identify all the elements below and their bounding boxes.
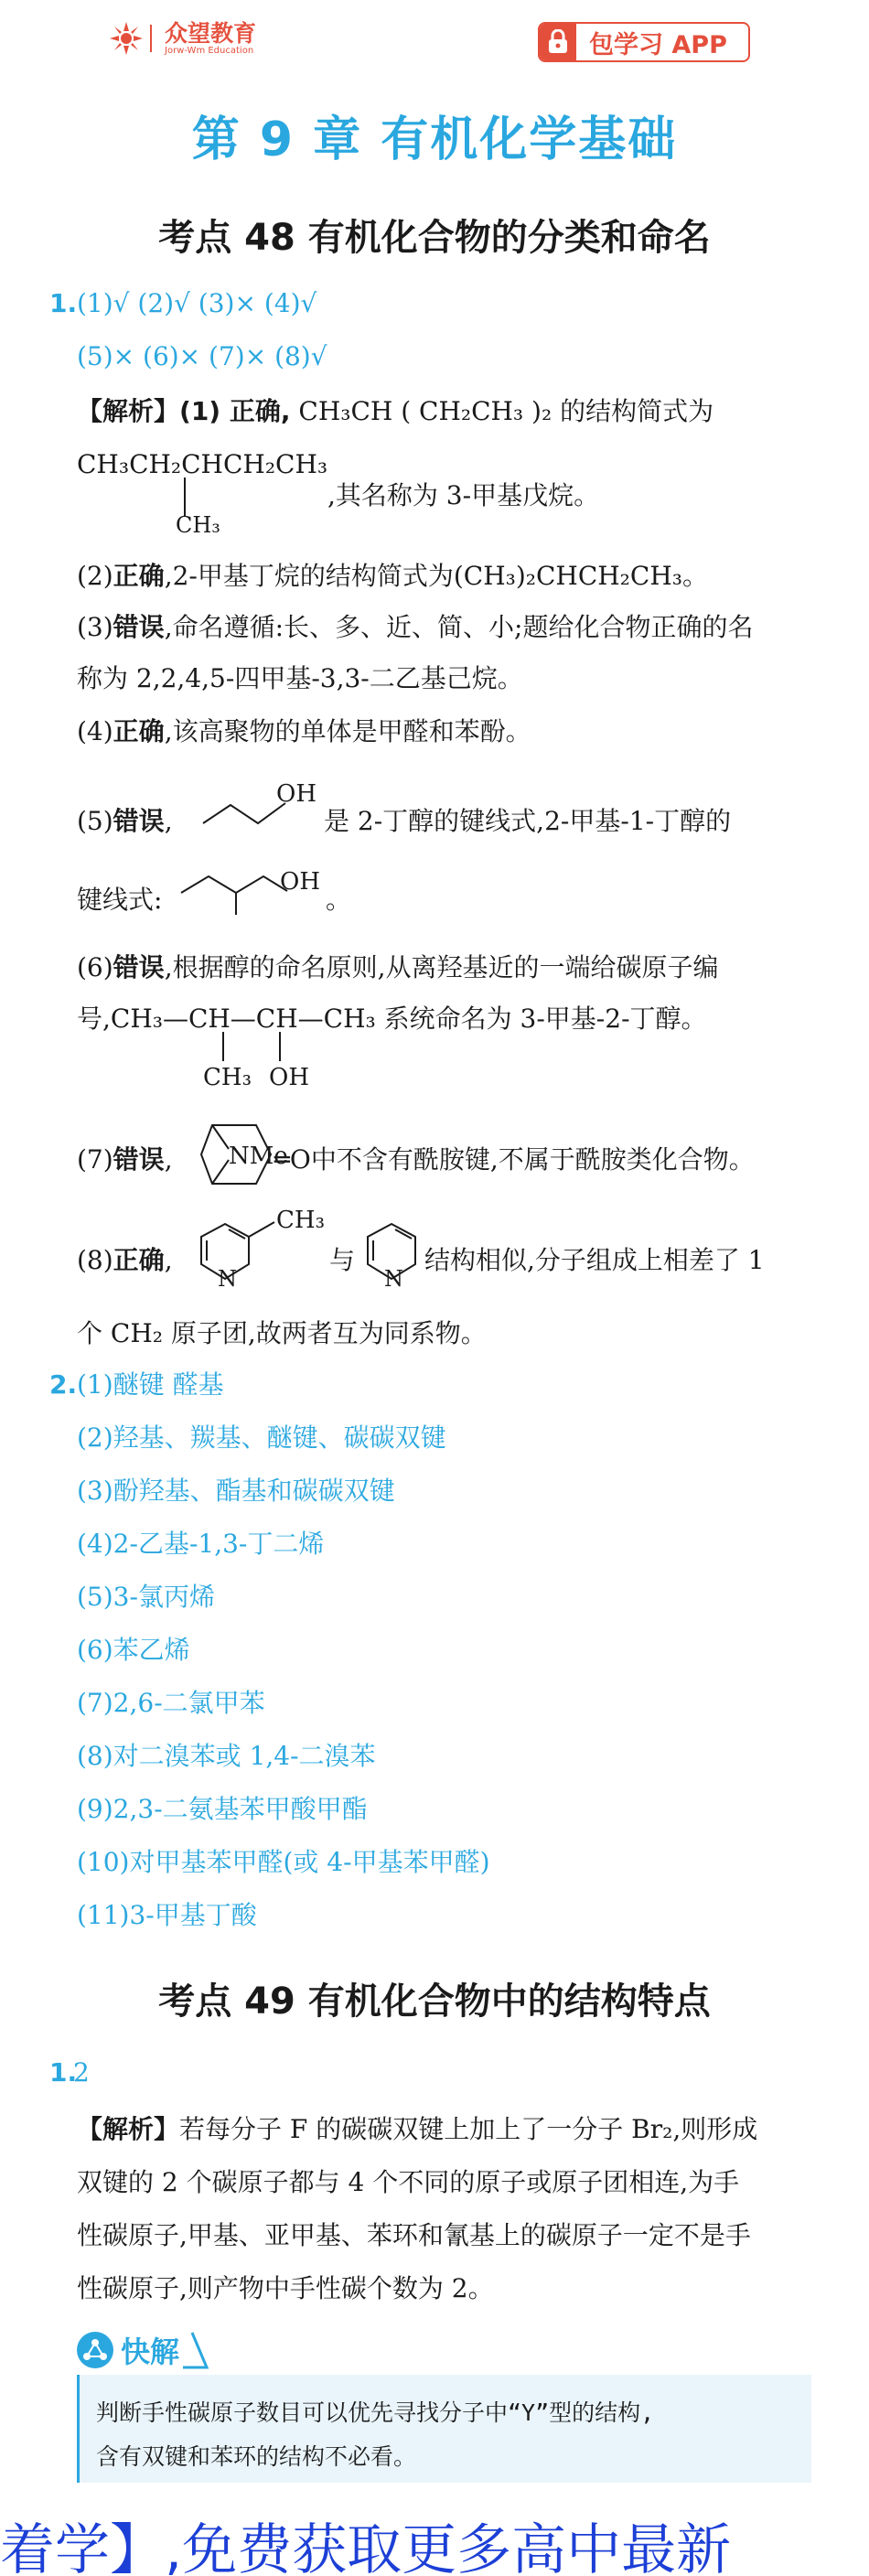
p5-line1: (5)错误, <box>77 806 173 836</box>
page-header <box>0 0 869 82</box>
p5-oh2: OH <box>280 868 320 896</box>
q1-answers-line1: (1)√ (2)√ (3)× (4)√ <box>77 288 317 318</box>
app-label: 包学习 APP <box>589 30 727 59</box>
p7-text: ═O中不含有酰胺键,不属于酰胺类化合物。 <box>274 1144 755 1175</box>
p5-methylbutanol-skeleton <box>179 865 289 917</box>
s49-explain-line4: 性碳原子,则产物中手性碳个数为 2。 <box>77 2273 494 2303</box>
logo-name: 众望教育 <box>165 19 257 47</box>
q2-item: (1)醚键 醛基 <box>77 1369 224 1400</box>
p3-line2: 称为 2,2,4,5-四甲基-3,3-二乙基己烷。 <box>77 663 523 693</box>
p6-line2: 号,CH₃—CH—CH—CH₃ 系统命名为 3-甲基-2-丁醇。 <box>77 1004 707 1034</box>
s49-explain-line2: 双键的 2 个碳原子都与 4 个不同的原子或原子团相连,为手 <box>77 2167 740 2197</box>
p8-n2: N <box>384 1266 403 1292</box>
section-49-title: 考点 49 有机化合物中的结构特点 <box>158 1980 711 2023</box>
app-lock-icon <box>540 24 576 60</box>
p1-line: 【解析】(1) 正确, CH₃CH ( CH₂CH₃ )₂ 的结构简式为 <box>77 396 714 426</box>
q2-item: (11)3-甲基丁酸 <box>77 1900 257 1930</box>
p1-tail: ,其名称为 3-甲基戊烷。 <box>327 480 600 510</box>
q2-item: (7)2,6-二氯甲苯 <box>77 1688 265 1718</box>
p1-struct-top: CH₃CH₂CHCH₂CH₃ <box>77 449 328 479</box>
quick-solution-header <box>77 2329 220 2371</box>
s49-explain-line1: 【解析】若每分子 F 的碳碳双键上加上了一分子 Br₂,则形成 <box>77 2114 758 2144</box>
q2-item: (2)羟基、羰基、醚键、碳碳双键 <box>77 1422 446 1453</box>
logo-emblem-icon <box>108 20 145 57</box>
p5-end: 。 <box>326 885 352 915</box>
p3-line1: (3)错误,命名遵循:长、多、近、简、小;题给化合物正确的名 <box>77 612 754 642</box>
q2-item: (9)2,3-二氨基苯甲酸甲酯 <box>77 1794 368 1824</box>
q2-item: (10)对甲基苯甲醛(或 4-甲基苯甲醛) <box>77 1847 490 1877</box>
publisher-logo <box>108 20 256 57</box>
p7-line: (7)错误, <box>77 1144 173 1175</box>
p6-sub-ch3: CH₃ <box>203 1064 252 1091</box>
label-tab-edge <box>183 2329 220 2371</box>
p8-ch3: CH₃ <box>276 1207 325 1234</box>
footer-watermark: 着学】,免费获取更多高中最新 <box>0 2518 732 2576</box>
p8-line1: (8)正确, <box>77 1245 173 1275</box>
p7-nme: NMe <box>229 1143 288 1170</box>
q2-item: (4)2-乙基-1,3-丁二烯 <box>77 1529 325 1559</box>
section-48-title: 考点 48 有机化合物的分类和命名 <box>158 217 711 259</box>
s49-q1-answer: 2 <box>73 2057 90 2088</box>
app-badge[interactable] <box>538 22 750 62</box>
chapter-title: 第 9 章 有机化学基础 <box>191 113 678 167</box>
quick-tip-line2: 含有双键和苯环的结构不必看。 <box>96 2443 417 2470</box>
quick-solution-box <box>77 2329 809 2485</box>
network-icon <box>77 2332 113 2368</box>
logo-separator <box>150 25 152 52</box>
p6-bonds <box>220 1032 311 1063</box>
p5-oh: OH <box>276 780 316 808</box>
p8-mid: 与 <box>329 1245 356 1275</box>
p6-sub-oh: OH <box>269 1064 309 1091</box>
s49-q1-number: 1. <box>49 2057 78 2088</box>
quick-tip-line1: 判断手性碳原子数目可以优先寻找分子中“Y”型的结构, <box>96 2399 655 2426</box>
q2-number: 2. <box>49 1369 78 1400</box>
q2-item: (5)3-氯丙烯 <box>77 1582 215 1612</box>
p8-text: 结构相似,分子组成上相差了 1 <box>424 1245 765 1275</box>
p5-text: 是 2-丁醇的键线式,2-甲基-1-丁醇的 <box>324 806 732 836</box>
q2-item: (6)苯乙烯 <box>77 1635 190 1665</box>
q1-number: 1. <box>49 288 78 318</box>
s49-explain-line3: 性碳原子,甲基、亚甲基、苯环和氰基上的碳原子一定不是手 <box>77 2220 751 2250</box>
p6-line1: (6)错误,根据醇的命名原则,从离羟基近的一端给碳原子编 <box>77 952 719 982</box>
p4-line: (4)正确,该高聚物的单体是甲醛和苯酚。 <box>77 716 531 746</box>
p8-n1: N <box>218 1266 237 1292</box>
q2-item: (3)酚羟基、酯基和碳碳双键 <box>77 1476 395 1506</box>
q1-answers-line2: (5)× (6)× (7)× (8)√ <box>77 341 327 371</box>
p1-struct-bottom: CH₃ <box>176 512 220 538</box>
quick-solution-label: 快解 <box>121 2334 180 2369</box>
logo-subtitle: Jorw-Wm Education <box>165 45 254 56</box>
p8-line2: 个 CH₂ 原子团,故两者互为同系物。 <box>77 1318 487 1348</box>
q2-item: (8)对二溴苯或 1,4-二溴苯 <box>77 1741 376 1771</box>
quick-solution-panel <box>77 2375 811 2483</box>
p2-line: (2)正确,2-甲基丁烷的结构简式为(CH₃)₂CHCH₂CH₃。 <box>77 561 708 591</box>
p5-line2: 键线式: <box>77 885 163 915</box>
